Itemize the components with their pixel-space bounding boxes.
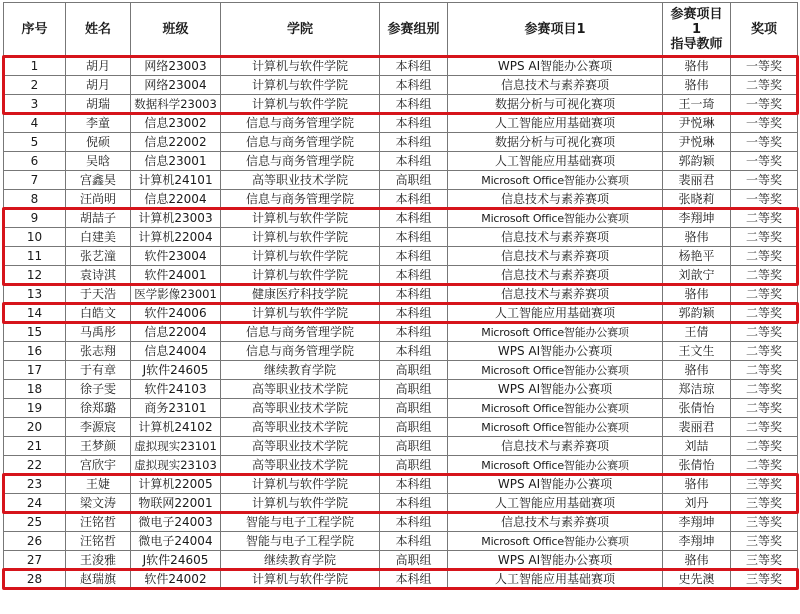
cell-name: 吴晗 xyxy=(66,152,131,171)
cell-project: 信息技术与素养赛项 xyxy=(448,437,663,456)
cell-project: 人工智能应用基础赛项 xyxy=(448,114,663,133)
cell-college: 信息与商务管理学院 xyxy=(221,342,380,361)
table-row xyxy=(4,399,798,418)
cell-teacher: 张倩怡 xyxy=(663,456,731,475)
cell-college: 高等职业技术学院 xyxy=(221,399,380,418)
cell-project: 人工智能应用基础赛项 xyxy=(448,152,663,171)
cell-group: 本科组 xyxy=(380,247,448,266)
cell-project: WPS AI智能办公赛项 xyxy=(448,57,663,76)
cell-class: J软件24605 xyxy=(131,361,221,380)
cell-group: 本科组 xyxy=(380,209,448,228)
cell-college: 计算机与软件学院 xyxy=(221,95,380,114)
cell-class: 软件24002 xyxy=(131,570,221,589)
cell-award: 三等奖 xyxy=(731,475,798,494)
table-row xyxy=(4,266,798,285)
cell-teacher: 杨艳平 xyxy=(663,247,731,266)
cell-college: 高等职业技术学院 xyxy=(221,437,380,456)
header-award: 奖项 xyxy=(731,3,798,57)
cell-no: 14 xyxy=(4,304,66,323)
cell-name: 徐郑璐 xyxy=(66,399,131,418)
table-row xyxy=(4,456,798,475)
cell-group: 本科组 xyxy=(380,323,448,342)
cell-class: 软件24103 xyxy=(131,380,221,399)
table-row xyxy=(4,323,798,342)
cell-no: 23 xyxy=(4,475,66,494)
cell-college: 高等职业技术学院 xyxy=(221,380,380,399)
cell-teacher: 王一琦 xyxy=(663,95,731,114)
cell-name: 徐子雯 xyxy=(66,380,131,399)
cell-no: 10 xyxy=(4,228,66,247)
cell-no: 13 xyxy=(4,285,66,304)
header-teacher-line3: 指导教师 xyxy=(670,37,723,52)
cell-award: 二等奖 xyxy=(731,380,798,399)
cell-class: 物联网22001 xyxy=(131,494,221,513)
cell-project: 人工智能应用基础赛项 xyxy=(448,494,663,513)
cell-project: 人工智能应用基础赛项 xyxy=(448,304,663,323)
cell-teacher: 骆伟 xyxy=(663,475,731,494)
cell-award: 二等奖 xyxy=(731,361,798,380)
cell-no: 1 xyxy=(4,57,66,76)
cell-teacher: 骆伟 xyxy=(663,228,731,247)
cell-college: 计算机与软件学院 xyxy=(221,570,380,589)
cell-class: 虚拟现实23103 xyxy=(131,456,221,475)
cell-class: 计算机24101 xyxy=(131,171,221,190)
cell-class: 信息22004 xyxy=(131,190,221,209)
header-teacher-line1: 参赛项目 xyxy=(670,7,723,22)
cell-name: 于有章 xyxy=(66,361,131,380)
cell-college: 计算机与软件学院 xyxy=(221,228,380,247)
cell-class: 医学影像23001 xyxy=(131,285,221,304)
cell-name: 胡喆子 xyxy=(66,209,131,228)
cell-project: 数据分析与可视化赛项 xyxy=(448,95,663,114)
cell-group: 本科组 xyxy=(380,285,448,304)
header-class: 班级 xyxy=(131,3,221,57)
cell-no: 6 xyxy=(4,152,66,171)
cell-award: 一等奖 xyxy=(731,95,798,114)
cell-teacher: 郑洁琼 xyxy=(663,380,731,399)
cell-college: 计算机与软件学院 xyxy=(221,57,380,76)
cell-class: 虚拟现实23101 xyxy=(131,437,221,456)
cell-group: 高职组 xyxy=(380,418,448,437)
cell-college: 计算机与软件学院 xyxy=(221,494,380,513)
cell-teacher: 张倩怡 xyxy=(663,399,731,418)
cell-teacher: 郭韵颖 xyxy=(663,152,731,171)
cell-project: WPS AI智能办公赛项 xyxy=(448,551,663,570)
cell-class: 网络23004 xyxy=(131,76,221,95)
table-row xyxy=(4,532,798,551)
cell-no: 5 xyxy=(4,133,66,152)
cell-name: 汪尚明 xyxy=(66,190,131,209)
cell-name: 白皓文 xyxy=(66,304,131,323)
cell-class: 信息24004 xyxy=(131,342,221,361)
table-row xyxy=(4,228,798,247)
cell-group: 本科组 xyxy=(380,133,448,152)
cell-teacher: 张晓莉 xyxy=(663,190,731,209)
cell-teacher: 史先澳 xyxy=(663,570,731,589)
cell-group: 高职组 xyxy=(380,361,448,380)
cell-class: 信息23001 xyxy=(131,152,221,171)
cell-teacher: 骆伟 xyxy=(663,361,731,380)
cell-project: Microsoft Office智能办公赛项 xyxy=(448,323,663,342)
cell-project: WPS AI智能办公赛项 xyxy=(448,380,663,399)
cell-group: 本科组 xyxy=(380,304,448,323)
table-row xyxy=(4,95,798,114)
cell-teacher: 刘歆宁 xyxy=(663,266,731,285)
cell-college: 信息与商务管理学院 xyxy=(221,190,380,209)
cell-name: 汪铭哲 xyxy=(66,532,131,551)
cell-award: 二等奖 xyxy=(731,456,798,475)
table-row xyxy=(4,152,798,171)
table-body xyxy=(4,57,798,589)
cell-name: 胡瑞 xyxy=(66,95,131,114)
table-row xyxy=(4,380,798,399)
cell-teacher: 骆伟 xyxy=(663,57,731,76)
cell-name: 宫欣宇 xyxy=(66,456,131,475)
cell-group: 本科组 xyxy=(380,114,448,133)
cell-class: 微电子24003 xyxy=(131,513,221,532)
cell-no: 28 xyxy=(4,570,66,589)
cell-teacher: 骆伟 xyxy=(663,76,731,95)
cell-class: 计算机24102 xyxy=(131,418,221,437)
cell-college: 智能与电子工程学院 xyxy=(221,532,380,551)
cell-project: 信息技术与素养赛项 xyxy=(448,513,663,532)
cell-name: 白建美 xyxy=(66,228,131,247)
cell-college: 继续教育学院 xyxy=(221,361,380,380)
cell-group: 本科组 xyxy=(380,570,448,589)
cell-no: 26 xyxy=(4,532,66,551)
cell-group: 本科组 xyxy=(380,95,448,114)
cell-name: 张志翔 xyxy=(66,342,131,361)
cell-class: 软件24006 xyxy=(131,304,221,323)
cell-college: 高等职业技术学院 xyxy=(221,171,380,190)
cell-teacher: 刘喆 xyxy=(663,437,731,456)
cell-class: 计算机22004 xyxy=(131,228,221,247)
cell-college: 高等职业技术学院 xyxy=(221,456,380,475)
cell-name: 胡月 xyxy=(66,57,131,76)
cell-class: 计算机23003 xyxy=(131,209,221,228)
cell-award: 二等奖 xyxy=(731,209,798,228)
cell-class: 信息23002 xyxy=(131,114,221,133)
cell-teacher: 王文生 xyxy=(663,342,731,361)
cell-college: 计算机与软件学院 xyxy=(221,247,380,266)
cell-group: 本科组 xyxy=(380,494,448,513)
cell-award: 一等奖 xyxy=(731,190,798,209)
cell-name: 宫鑫昊 xyxy=(66,171,131,190)
table-row xyxy=(4,551,798,570)
cell-teacher: 骆伟 xyxy=(663,551,731,570)
cell-project: 信息技术与素养赛项 xyxy=(448,76,663,95)
cell-college: 信息与商务管理学院 xyxy=(221,152,380,171)
cell-project: Microsoft Office智能办公赛项 xyxy=(448,171,663,190)
cell-college: 计算机与软件学院 xyxy=(221,76,380,95)
cell-group: 本科组 xyxy=(380,513,448,532)
cell-group: 高职组 xyxy=(380,437,448,456)
cell-award: 一等奖 xyxy=(731,133,798,152)
cell-college: 计算机与软件学院 xyxy=(221,475,380,494)
table-row xyxy=(4,304,798,323)
cell-class: 信息22004 xyxy=(131,323,221,342)
cell-no: 11 xyxy=(4,247,66,266)
header-teacher-line2: 1 xyxy=(691,22,702,37)
cell-project: WPS AI智能办公赛项 xyxy=(448,475,663,494)
cell-no: 9 xyxy=(4,209,66,228)
cell-no: 25 xyxy=(4,513,66,532)
table-row xyxy=(4,76,798,95)
cell-class: J软件24605 xyxy=(131,551,221,570)
cell-group: 本科组 xyxy=(380,228,448,247)
cell-group: 本科组 xyxy=(380,266,448,285)
cell-award: 三等奖 xyxy=(731,570,798,589)
cell-teacher: 刘丹 xyxy=(663,494,731,513)
cell-award: 二等奖 xyxy=(731,76,798,95)
table-row xyxy=(4,285,798,304)
cell-class: 商务23101 xyxy=(131,399,221,418)
cell-name: 汪铭哲 xyxy=(66,513,131,532)
cell-class: 计算机22005 xyxy=(131,475,221,494)
cell-award: 一等奖 xyxy=(731,171,798,190)
cell-college: 计算机与软件学院 xyxy=(221,209,380,228)
cell-group: 高职组 xyxy=(380,551,448,570)
cell-award: 一等奖 xyxy=(731,152,798,171)
cell-group: 本科组 xyxy=(380,475,448,494)
cell-award: 二等奖 xyxy=(731,285,798,304)
cell-class: 软件24001 xyxy=(131,266,221,285)
cell-award: 二等奖 xyxy=(731,304,798,323)
cell-project: 信息技术与素养赛项 xyxy=(448,228,663,247)
cell-award: 二等奖 xyxy=(731,323,798,342)
table-row xyxy=(4,171,798,190)
cell-teacher: 李翔坤 xyxy=(663,532,731,551)
cell-no: 7 xyxy=(4,171,66,190)
cell-class: 软件23004 xyxy=(131,247,221,266)
cell-name: 张艺潼 xyxy=(66,247,131,266)
cell-no: 4 xyxy=(4,114,66,133)
cell-no: 20 xyxy=(4,418,66,437)
cell-name: 王梦颜 xyxy=(66,437,131,456)
cell-award: 三等奖 xyxy=(731,494,798,513)
cell-group: 本科组 xyxy=(380,190,448,209)
table-row xyxy=(4,475,798,494)
cell-no: 8 xyxy=(4,190,66,209)
header-no: 序号 xyxy=(4,3,66,57)
cell-no: 15 xyxy=(4,323,66,342)
cell-college: 计算机与软件学院 xyxy=(221,266,380,285)
table-row xyxy=(4,361,798,380)
cell-college: 信息与商务管理学院 xyxy=(221,114,380,133)
table-row xyxy=(4,342,798,361)
cell-class: 微电子24004 xyxy=(131,532,221,551)
table-row xyxy=(4,513,798,532)
cell-teacher: 尹悦琳 xyxy=(663,114,731,133)
cell-award: 二等奖 xyxy=(731,247,798,266)
cell-no: 22 xyxy=(4,456,66,475)
cell-name: 李童 xyxy=(66,114,131,133)
cell-college: 健康医疗科技学院 xyxy=(221,285,380,304)
cell-award: 一等奖 xyxy=(731,114,798,133)
cell-project: Microsoft Office智能办公赛项 xyxy=(448,361,663,380)
cell-name: 王浚雅 xyxy=(66,551,131,570)
cell-group: 高职组 xyxy=(380,380,448,399)
cell-college: 信息与商务管理学院 xyxy=(221,323,380,342)
cell-project: 信息技术与素养赛项 xyxy=(448,266,663,285)
cell-group: 本科组 xyxy=(380,57,448,76)
cell-no: 2 xyxy=(4,76,66,95)
cell-name: 于天浩 xyxy=(66,285,131,304)
cell-name: 倪硕 xyxy=(66,133,131,152)
cell-teacher: 李翔坤 xyxy=(663,513,731,532)
cell-name: 袁诗淇 xyxy=(66,266,131,285)
cell-college: 高等职业技术学院 xyxy=(221,418,380,437)
cell-award: 一等奖 xyxy=(731,57,798,76)
cell-college: 信息与商务管理学院 xyxy=(221,133,380,152)
cell-no: 16 xyxy=(4,342,66,361)
cell-name: 赵瑞旗 xyxy=(66,570,131,589)
header-group: 参赛组别 xyxy=(380,3,448,57)
cell-teacher: 王倩 xyxy=(663,323,731,342)
award-table xyxy=(3,2,798,589)
cell-award: 二等奖 xyxy=(731,266,798,285)
table-row xyxy=(4,494,798,513)
cell-group: 高职组 xyxy=(380,399,448,418)
table-row xyxy=(4,437,798,456)
cell-teacher: 郭韵颖 xyxy=(663,304,731,323)
cell-group: 本科组 xyxy=(380,152,448,171)
cell-name: 王婕 xyxy=(66,475,131,494)
table-row xyxy=(4,133,798,152)
cell-college: 继续教育学院 xyxy=(221,551,380,570)
cell-no: 19 xyxy=(4,399,66,418)
cell-no: 3 xyxy=(4,95,66,114)
cell-college: 智能与电子工程学院 xyxy=(221,513,380,532)
header-project: 参赛项目1 xyxy=(448,3,663,57)
cell-class: 信息22002 xyxy=(131,133,221,152)
cell-award: 二等奖 xyxy=(731,437,798,456)
cell-teacher: 尹悦琳 xyxy=(663,133,731,152)
cell-class: 网络23003 xyxy=(131,57,221,76)
cell-no: 27 xyxy=(4,551,66,570)
header-name: 姓名 xyxy=(66,3,131,57)
cell-project: 信息技术与素养赛项 xyxy=(448,285,663,304)
cell-project: 数据分析与可视化赛项 xyxy=(448,133,663,152)
cell-no: 18 xyxy=(4,380,66,399)
cell-college: 计算机与软件学院 xyxy=(221,304,380,323)
cell-teacher: 骆伟 xyxy=(663,285,731,304)
cell-project: 信息技术与素养赛项 xyxy=(448,247,663,266)
cell-project: 信息技术与素养赛项 xyxy=(448,190,663,209)
cell-award: 三等奖 xyxy=(731,513,798,532)
cell-award: 三等奖 xyxy=(731,551,798,570)
cell-class: 数据科学23003 xyxy=(131,95,221,114)
table-row xyxy=(4,247,798,266)
cell-no: 12 xyxy=(4,266,66,285)
cell-award: 三等奖 xyxy=(731,532,798,551)
cell-award: 二等奖 xyxy=(731,418,798,437)
cell-name: 胡月 xyxy=(66,76,131,95)
cell-group: 本科组 xyxy=(380,342,448,361)
cell-teacher: 李翔坤 xyxy=(663,209,731,228)
cell-project: Microsoft Office智能办公赛项 xyxy=(448,456,663,475)
cell-project: Microsoft Office智能办公赛项 xyxy=(448,209,663,228)
cell-group: 高职组 xyxy=(380,456,448,475)
cell-project: 人工智能应用基础赛项 xyxy=(448,570,663,589)
cell-no: 21 xyxy=(4,437,66,456)
cell-no: 24 xyxy=(4,494,66,513)
table-row xyxy=(4,570,798,589)
header-college: 学院 xyxy=(221,3,380,57)
cell-no: 17 xyxy=(4,361,66,380)
cell-award: 二等奖 xyxy=(731,399,798,418)
cell-name: 李源宸 xyxy=(66,418,131,437)
cell-teacher: 裴丽君 xyxy=(663,171,731,190)
table-row xyxy=(4,114,798,133)
cell-award: 二等奖 xyxy=(731,342,798,361)
cell-name: 梁文涛 xyxy=(66,494,131,513)
cell-teacher: 裴丽君 xyxy=(663,418,731,437)
cell-project: Microsoft Office智能办公赛项 xyxy=(448,532,663,551)
cell-project: Microsoft Office智能办公赛项 xyxy=(448,418,663,437)
table-row xyxy=(4,190,798,209)
cell-group: 本科组 xyxy=(380,76,448,95)
table-row xyxy=(4,418,798,437)
cell-project: WPS AI智能办公赛项 xyxy=(448,342,663,361)
table-row xyxy=(4,57,798,76)
award-table-sheet xyxy=(3,2,799,589)
cell-project: Microsoft Office智能办公赛项 xyxy=(448,399,663,418)
header-row xyxy=(4,3,798,57)
cell-award: 二等奖 xyxy=(731,228,798,247)
cell-group: 高职组 xyxy=(380,171,448,190)
header-teacher xyxy=(663,3,731,57)
table-row xyxy=(4,209,798,228)
cell-group: 本科组 xyxy=(380,532,448,551)
cell-name: 马禹彤 xyxy=(66,323,131,342)
